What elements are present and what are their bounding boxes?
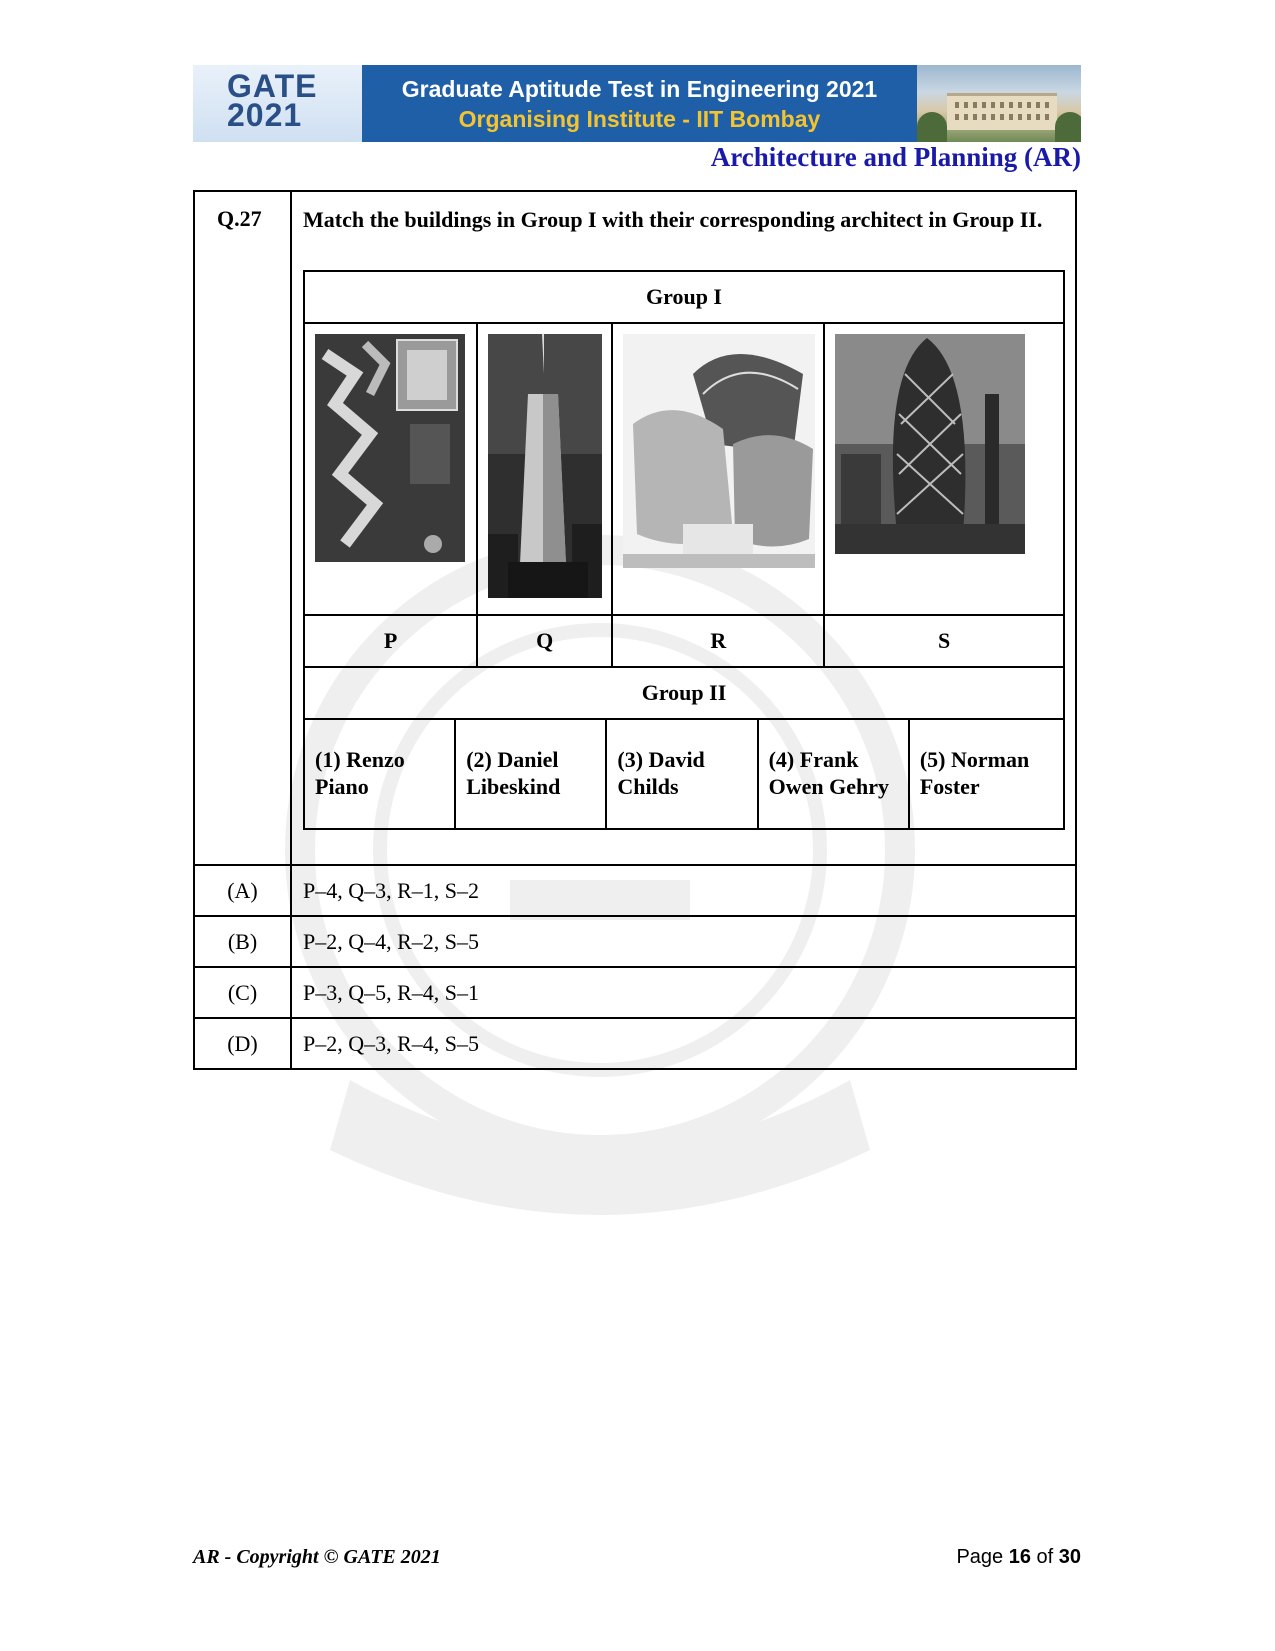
architect-2: (2) Daniel Libeskind (456, 720, 607, 828)
building-label-q: Q (478, 616, 613, 666)
group1-title: Group I (645, 284, 722, 309)
building-labels-row (305, 616, 1063, 668)
option-value: P–2, Q–4, R–2, S–5 (303, 928, 480, 954)
question-number-column (195, 192, 292, 864)
architects-row (305, 720, 1063, 828)
option-value: P–2, Q–3, R–4, S–5 (303, 1030, 480, 1056)
gate-logo (193, 65, 362, 142)
option-d (195, 1017, 1075, 1068)
campus-photo (917, 65, 1081, 142)
group2-title: Group II (641, 680, 727, 705)
architect-1: (1) Renzo Piano (305, 720, 456, 828)
banner-subtitle: Organising Institute - IIT Bombay (458, 105, 821, 132)
question-number: Q.27 (217, 206, 262, 231)
banner-text (362, 65, 917, 142)
option-value: P–3, Q–5, R–4, S–1 (303, 979, 480, 1005)
building-image-r (613, 324, 825, 614)
architect-5: (5) Norman Foster (919, 747, 1030, 799)
building-image-s (825, 324, 1063, 614)
logo-year: 2021 (227, 97, 303, 133)
architect-4: (4) Frank Owen Gehry (759, 720, 910, 828)
footer-copyright: AR - Copyright © GATE 2021 (193, 1546, 441, 1568)
building-image-p (305, 324, 478, 614)
question-text: Match the buildings in Group I with their corresponding architect in Group II. (303, 207, 1043, 232)
option-a (195, 864, 1075, 915)
building-label-r: R (613, 616, 825, 666)
page-number: Page 16 of 30 (956, 1546, 1081, 1568)
tapered-skyscraper-photo (488, 334, 602, 598)
option-b (195, 915, 1075, 966)
building-images-row (305, 324, 1063, 616)
subject-title: Architecture and Planning (AR) (710, 142, 1081, 172)
option-key: (C) (195, 968, 292, 1017)
header-banner (193, 65, 1081, 142)
match-table (303, 270, 1065, 830)
option-key: (A) (195, 866, 292, 915)
option-value: P–4, Q–3, R–1, S–2 (303, 877, 480, 903)
option-c (195, 966, 1075, 1017)
building-label-s: S (938, 628, 951, 653)
question-table (193, 190, 1077, 1070)
option-key: (B) (195, 917, 292, 966)
gherkin-tower-photo (835, 334, 1025, 554)
aerial-campus-photo (315, 334, 465, 562)
banner-title: Graduate Aptitude Test in Engineering 2021 (401, 75, 878, 102)
logo-word: GATE (227, 68, 318, 104)
architect-3: (3) David Childs (607, 720, 758, 828)
building-image-q (478, 324, 613, 614)
glass-sail-building-photo (623, 334, 815, 568)
option-key: (D) (195, 1019, 292, 1068)
building-label-p: P (305, 616, 478, 666)
